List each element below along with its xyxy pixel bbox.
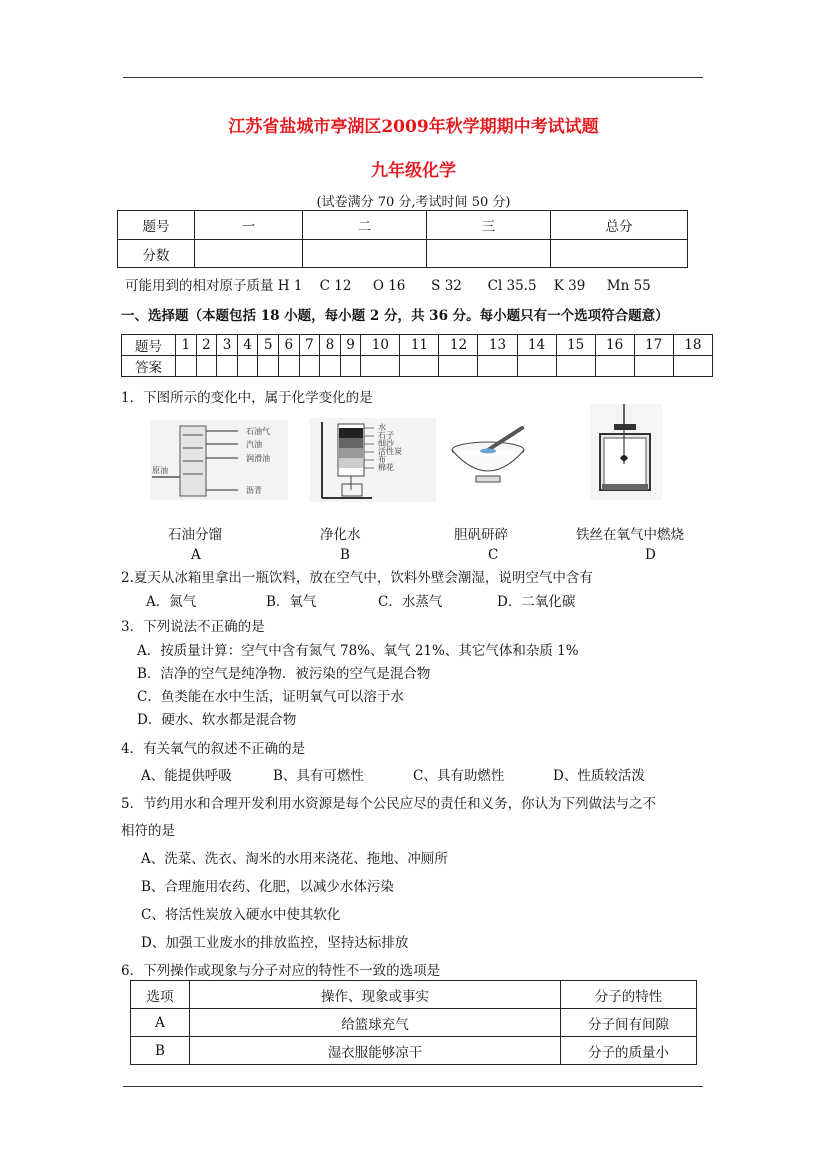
q6-cell: 分子间有间隙 <box>561 1009 697 1037</box>
table-row <box>131 1037 697 1065</box>
q6-header-cell: 选项 <box>131 981 190 1009</box>
diagram-label: 润滑油 <box>246 454 270 463</box>
answer-number-cell: 4 <box>237 335 258 356</box>
q6-table-header <box>131 981 697 1009</box>
answer-header-label: 题号 <box>122 335 176 356</box>
q1-letter-b: B <box>340 547 350 563</box>
q4-option-d: D、性质较活泼 <box>553 768 645 784</box>
diagram-label: 原油 <box>152 466 168 475</box>
q5-option-a: A、洗菜、洗衣、淘米的水用来浇花、拖地、冲厕所 <box>141 851 448 867</box>
q3-option-b: B．洁净的空气是纯净物．被污染的空气是混合物 <box>137 666 431 682</box>
q2-stem: 2.夏天从冰箱里拿出一瓶饮料，放在空气中，饮料外壁会潮湿，说明空气中含有 <box>121 570 593 586</box>
q5-option-b: B、合理施用农药、化肥，以减少水体污染 <box>141 879 394 895</box>
score-table-row-header <box>118 211 688 240</box>
q2-option-c: C．水蒸气 <box>378 594 443 610</box>
q6-cell: A <box>131 1009 190 1037</box>
mortar-pestle-icon <box>448 424 532 490</box>
q6-cell: 给篮球充气 <box>190 1009 561 1037</box>
answer-table <box>121 334 713 377</box>
answer-row-label: 答案 <box>122 356 176 377</box>
answer-number-cell: 16 <box>595 335 634 356</box>
answer-cell[interactable] <box>400 356 439 377</box>
q3-option-a: A．按质量计算：空气中含有氮气 78%、氧气 21%、其它气体和杂质 1% <box>137 643 579 659</box>
score-table-row-score <box>118 240 688 268</box>
score-cell <box>427 240 551 268</box>
page-subtitle: 九年级化学 <box>371 161 456 181</box>
q1-letter-d: D <box>645 547 656 563</box>
score-cell: 分数 <box>118 240 195 268</box>
q3-stem: 3．下列说法不正确的是 <box>121 619 265 635</box>
answer-number-cell: 17 <box>634 335 673 356</box>
q6-cell: 湿衣服能够凉干 <box>190 1037 561 1065</box>
score-cell: 一 <box>195 211 303 240</box>
answer-table-header-row <box>122 335 713 356</box>
diagram-label: 布 <box>378 455 386 464</box>
q1-caption-a: 石油分馏 <box>168 527 222 543</box>
table-row <box>131 1009 697 1037</box>
score-table <box>117 210 688 268</box>
water-purifier-diagram <box>310 418 436 502</box>
diagram-label: 细沙 <box>378 439 394 448</box>
q5-stem-line1: 5．节约用水和合理开发利用水资源是每个公民应尽的责任和义务，你认为下列做法与之不 <box>121 796 657 812</box>
q6-table <box>130 980 697 1065</box>
page-title: 江苏省盐城市亭湖区2009年秋学期期中考试试题 <box>228 117 599 137</box>
diagram-label: 水 <box>378 423 386 432</box>
answer-cell[interactable] <box>556 356 595 377</box>
bottom-rule <box>123 1086 703 1087</box>
answer-cell[interactable] <box>673 356 712 377</box>
answer-number-cell: 1 <box>176 335 197 356</box>
answer-number-cell: 18 <box>673 335 712 356</box>
q6-stem: 6．下列操作或现象与分子对应的特性不一致的选项是 <box>121 963 441 979</box>
diagram-label: 石子 <box>378 431 394 440</box>
answer-number-cell: 15 <box>556 335 595 356</box>
q3-option-c: C．鱼类能在水中生活，证明氧气可以溶于水 <box>137 689 404 705</box>
score-cell: 总分 <box>551 211 688 240</box>
answer-cell[interactable] <box>299 356 320 377</box>
answer-cell[interactable] <box>320 356 341 377</box>
answer-number-cell: 5 <box>258 335 279 356</box>
diagram-label: 汽油 <box>246 440 262 449</box>
q1-caption-c: 胆矾研碎 <box>454 527 508 543</box>
score-cell: 题号 <box>118 211 195 240</box>
answer-number-cell: 12 <box>439 335 478 356</box>
q1-letter-a: A <box>191 547 201 563</box>
q1-caption-b: 净化水 <box>320 527 361 543</box>
q6-cell: 分子的质量小 <box>561 1037 697 1065</box>
q6-header-cell: 操作、现象或事实 <box>190 981 561 1009</box>
answer-number-cell: 10 <box>361 335 400 356</box>
answer-number-cell: 7 <box>299 335 320 356</box>
q1-letter-c: C <box>488 547 499 563</box>
answer-number-cell: 6 <box>278 335 299 356</box>
iron-wire-combustion-diagram <box>590 404 662 500</box>
answer-number-cell: 2 <box>196 335 217 356</box>
q6-header-cell: 分子的特性 <box>561 981 697 1009</box>
top-rule <box>123 77 703 78</box>
answer-cell[interactable] <box>176 356 197 377</box>
answer-number-cell: 11 <box>400 335 439 356</box>
answer-cell[interactable] <box>217 356 238 377</box>
answer-cell[interactable] <box>196 356 217 377</box>
atomic-masses: 可能用到的相对原子质量 H 1 C 12 O 16 S 32 Cl 35.5 K 39 Mn 55 <box>125 278 651 294</box>
q6-cell: B <box>131 1037 190 1065</box>
oil-distillation-diagram <box>150 420 288 500</box>
answer-cell[interactable] <box>361 356 400 377</box>
answer-number-cell: 8 <box>320 335 341 356</box>
q5-option-c: C、将活性炭放入硬水中使其软化 <box>141 907 341 923</box>
diagram-label: 活性炭 <box>378 447 402 456</box>
answer-cell[interactable] <box>439 356 478 377</box>
q4-option-a: A、能提供呼吸 <box>141 768 232 784</box>
q4-option-b: B、具有可燃性 <box>273 768 364 784</box>
q4-option-c: C、具有助燃性 <box>413 768 505 784</box>
score-cell <box>303 240 427 268</box>
q2-option-a: A．氮气 <box>146 594 197 610</box>
diagram-label: 石油气 <box>246 427 270 436</box>
answer-cell[interactable] <box>478 356 517 377</box>
exam-note: (试卷满分 70 分,考试时间 50 分) <box>316 195 511 210</box>
q1-caption-d: 铁丝在氧气中燃烧 <box>576 527 684 543</box>
answer-table-answer-row <box>122 356 713 377</box>
section1-heading: 一、选择题（本题包括 18 小题，每小题 2 分，共 36 分。每小题只有一个选项符合题意） <box>121 308 669 324</box>
q2-option-b: B．氧气 <box>266 594 317 610</box>
answer-number-cell: 14 <box>517 335 556 356</box>
answer-cell[interactable] <box>595 356 634 377</box>
q5-stem-line2: 相符的是 <box>121 823 175 839</box>
answer-cell[interactable] <box>634 356 673 377</box>
answer-cell[interactable] <box>340 356 361 377</box>
score-cell <box>195 240 303 268</box>
answer-number-cell: 9 <box>340 335 361 356</box>
q5-option-d: D、加强工业废水的排放监控，坚持达标排放 <box>141 935 409 951</box>
answer-cell[interactable] <box>258 356 279 377</box>
score-cell <box>551 240 688 268</box>
answer-cell[interactable] <box>517 356 556 377</box>
score-cell: 三 <box>427 211 551 240</box>
answer-cell[interactable] <box>237 356 258 377</box>
score-cell: 二 <box>303 211 427 240</box>
q4-stem: 4．有关氧气的叙述不正确的是 <box>121 741 306 757</box>
answer-cell[interactable] <box>278 356 299 377</box>
diagram-label: 棉花 <box>378 463 394 472</box>
q3-option-d: D．硬水、软水都是混合物 <box>137 712 297 728</box>
diagram-label: 沥青 <box>246 486 262 495</box>
answer-number-cell: 13 <box>478 335 517 356</box>
q2-option-d: D．二氧化碳 <box>497 594 576 610</box>
answer-number-cell: 3 <box>217 335 238 356</box>
q1-stem: 1．下图所示的变化中，属于化学变化的是 <box>121 390 373 406</box>
